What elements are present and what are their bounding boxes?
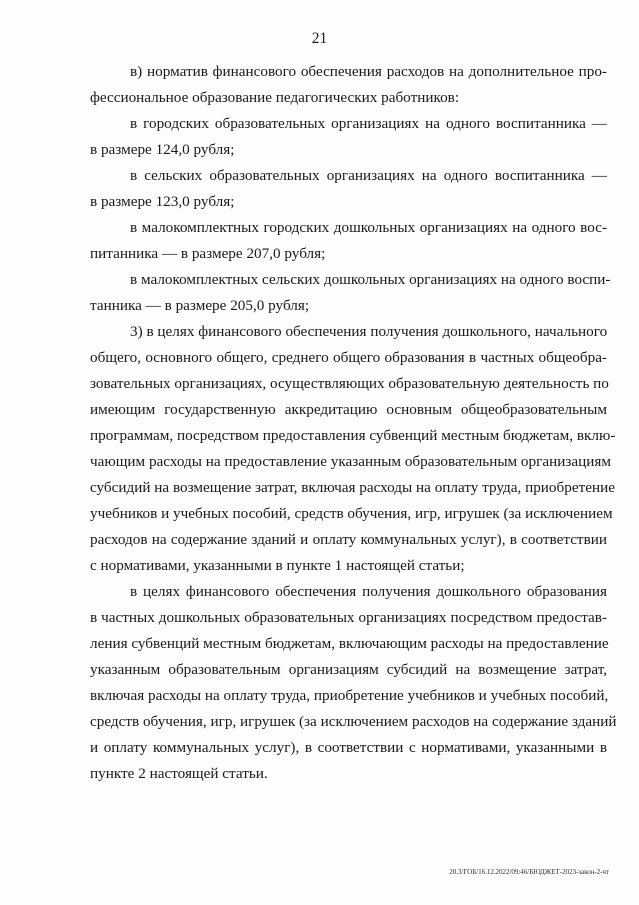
text-line: общего, основного общего, среднего общего образования в частных общеобра- bbox=[90, 349, 607, 366]
text-line: в малокомплектных сельских дошкольных организациях на одного воспи- bbox=[130, 271, 611, 288]
text-line: субсидий на возмещение затрат, включая расходы на оплату труда, приобретение bbox=[90, 479, 615, 496]
text-line: указанным образовательным организациям субсидий на возмещение затрат, bbox=[90, 661, 607, 678]
text-line: в малокомплектных городских дошкольных организациях на одного вос- bbox=[130, 219, 607, 236]
text-line: в сельских образовательных организациях на одного воспитанника — bbox=[130, 167, 607, 184]
text-line: зовательных организациях, осуществляющих образовательную деятельность по bbox=[90, 375, 609, 392]
text-line: средств обучения, игр, игрушек (за исключением расходов на содержание зданий bbox=[90, 713, 617, 730]
text-line: в размере 124,0 рубля; bbox=[90, 141, 235, 158]
text-line: имеющим государственную аккредитацию основным общеобразовательным bbox=[90, 401, 607, 418]
text-line: учебников и учебных пособий, средств обучения, игр, игрушек (за исключением bbox=[90, 505, 613, 522]
text-line: чающим расходы на предоставление указанным образовательным организациям bbox=[90, 453, 611, 470]
text-line: танника — в размере 205,0 рубля; bbox=[90, 297, 310, 314]
text-line: ления субвенций местным бюджетам, включающим расходы на предоставление bbox=[90, 635, 609, 652]
text-line: в) норматив финансового обеспечения расходов на дополнительное про- bbox=[130, 63, 607, 80]
text-line: в городских образовательных организациях на одного воспитанника — bbox=[130, 115, 607, 132]
text-line: 3) в целях финансового обеспечения получения дошкольного, начального bbox=[130, 323, 608, 340]
page-number: 21 bbox=[311, 30, 328, 47]
text-line: питанника — в размере 207,0 рубля; bbox=[90, 245, 326, 262]
text-line: программам, посредством предоставления субвенций местным бюджетам, вклю- bbox=[90, 427, 616, 444]
text-line: и оплату коммунальных услуг), в соответствии с нормативами, указанными в bbox=[90, 739, 607, 756]
text-line: включая расходы на оплату труда, приобретение учебников и учебных пособий, bbox=[90, 687, 609, 704]
document-footer-code: 20.3/ГОБ/16.12.2022/09:46/БЮДЖЕТ-2023-закон-2-чт bbox=[449, 868, 609, 876]
text-line: расходов на содержание зданий и оплату коммунальных услуг), в соответствии bbox=[90, 531, 607, 548]
text-line: в целях финансового обеспечения получения дошкольного образования bbox=[130, 583, 607, 600]
text-line: пункте 2 настоящей статьи. bbox=[90, 765, 268, 782]
text-line: фессиональное образование педагогических работников: bbox=[90, 89, 460, 106]
text-line: в размере 123,0 рубля; bbox=[90, 193, 235, 210]
text-line: с нормативами, указанными в пункте 1 настоящей статьи; bbox=[90, 557, 465, 574]
text-line: в частных дошкольных образовательных организациях посредством предостав- bbox=[90, 609, 607, 626]
